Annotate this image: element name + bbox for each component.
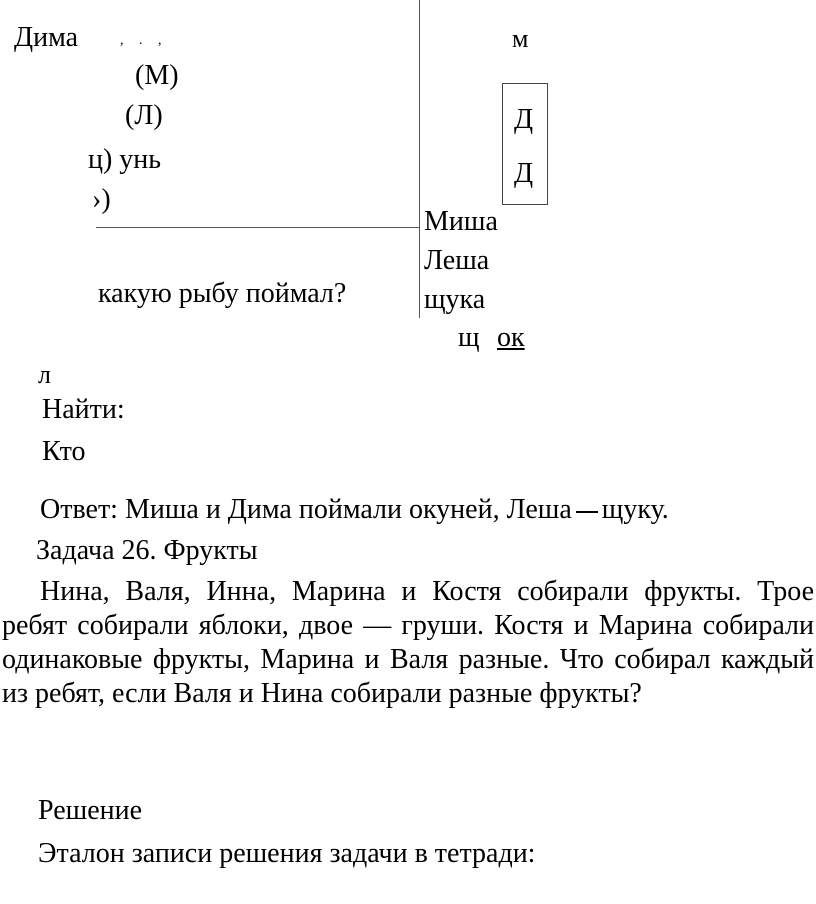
template-heading: Эталон записи решения задачи в тетради:: [38, 838, 536, 869]
answer-line: [40, 496, 669, 524]
name-dima: Дима: [14, 22, 79, 53]
fragment-l: л: [38, 360, 51, 389]
answer-text: Ответ: Миша и Дима поймали окуней, Леша: [40, 494, 572, 525]
who-label: Кто: [42, 436, 86, 467]
letter-m: м: [512, 24, 529, 53]
hint-okun: ц) унь: [88, 144, 162, 175]
task-paragraph: [2, 575, 814, 711]
letter-d-2: Д: [514, 158, 534, 189]
solution-heading: Решение: [38, 795, 143, 826]
find-label: Найти:: [42, 394, 125, 425]
hint-paren: ›): [92, 184, 111, 215]
table-horizontal-line: [96, 227, 420, 228]
hint-m: (М): [135, 60, 179, 91]
task-text: Нина, Валя, Инна, Марина и Костя собирали фрукты. Трое ребят собирали яблоки, двое — груши. Костя и Марина собирали одинаковые фрукты, Марина и Валя разные. Что собирал каждый из ребят, если Валя и Нина собирали разные фрукты?: [2, 576, 814, 709]
fragment-ok: ок: [497, 322, 525, 353]
table-vertical-line: [419, 0, 420, 318]
dots-mark: , . ,: [120, 33, 168, 48]
dash-mark: [576, 511, 598, 513]
answer-end: щуку.: [601, 494, 669, 525]
hint-l: (Л): [125, 100, 163, 131]
name-lesha: Леша: [424, 245, 490, 276]
fish-shchuka: щука: [424, 284, 486, 315]
task-title: Задача 26. Фрукты: [36, 535, 258, 566]
name-misha: Миша: [424, 206, 498, 237]
fragment-sh: щ: [458, 322, 480, 353]
question-text: какую рыбу поймал?: [98, 278, 347, 309]
letter-d-1: Д: [514, 104, 534, 135]
